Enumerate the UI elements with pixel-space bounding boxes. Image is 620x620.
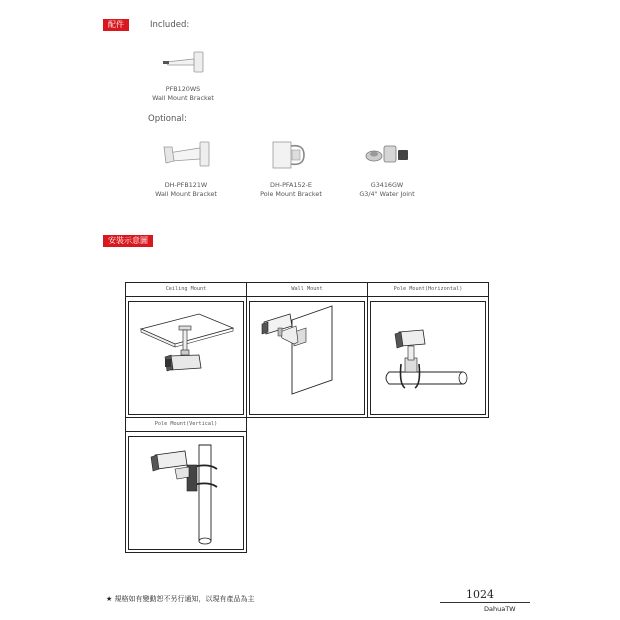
optional-item-model: DH-PFA152-E — [270, 181, 312, 189]
optional-item-caption — [141, 181, 231, 199]
pole-mount-horizontal-cell — [367, 282, 489, 418]
optional-item-name: G3/4" Water Joint — [359, 190, 415, 198]
pole-mount-horizontal-illustration — [371, 302, 485, 414]
optional-heading: Optional: — [148, 114, 187, 124]
optional-item-caption — [243, 181, 339, 199]
wall-mount-illustration-frame — [249, 301, 365, 415]
installation-tag: 安裝示意圖 — [103, 235, 153, 247]
mount-title: Ceiling Mount — [126, 283, 246, 297]
accessories-tag: 配件 — [103, 19, 129, 31]
optional-item-caption — [342, 181, 432, 199]
ceiling-mount-cell — [125, 282, 247, 418]
included-heading: Included: — [150, 20, 190, 30]
included-item-name: Wall Mount Bracket — [152, 94, 214, 102]
g3416gw-water-joint-icon — [364, 140, 412, 172]
optional-item-name: Pole Mount Bracket — [260, 190, 322, 198]
ceiling-mount-illustration-frame — [128, 301, 244, 415]
mount-title: Pole Mount(Vertical) — [126, 418, 246, 432]
optional-item-model: G3416GW — [370, 181, 404, 189]
pole-mount-vertical-illustration-frame — [128, 436, 244, 550]
pole-mount-vertical-cell — [125, 417, 247, 553]
included-item-caption — [140, 85, 226, 103]
mount-title: Wall Mount — [247, 283, 367, 297]
footnote-text: 規格如有變動恕不另行通知，以現有產品為主 — [114, 595, 255, 603]
page-number: 1024 — [466, 588, 494, 601]
pfa152-pole-bracket-icon — [270, 138, 310, 176]
included-item-model: PFB120WS — [165, 85, 201, 93]
mount-title: Pole Mount(Horizontal) — [368, 283, 488, 297]
wall-mount-illustration — [250, 302, 364, 414]
star-icon: ★ — [106, 595, 113, 603]
optional-item-model: DH-PFB121W — [164, 181, 208, 189]
wall-mount-cell — [246, 282, 368, 418]
footnote — [106, 594, 255, 604]
pole-mount-vertical-illustration — [129, 437, 243, 549]
optional-item-name: Wall Mount Bracket — [155, 190, 217, 198]
ceiling-mount-illustration — [129, 302, 243, 414]
pfb121w-bracket-icon — [160, 139, 212, 175]
pfb120ws-bracket-icon — [160, 50, 206, 78]
brand-label: DahuaTW — [484, 605, 516, 613]
footer-rule — [440, 602, 530, 603]
pole-mount-horizontal-illustration-frame — [370, 301, 486, 415]
